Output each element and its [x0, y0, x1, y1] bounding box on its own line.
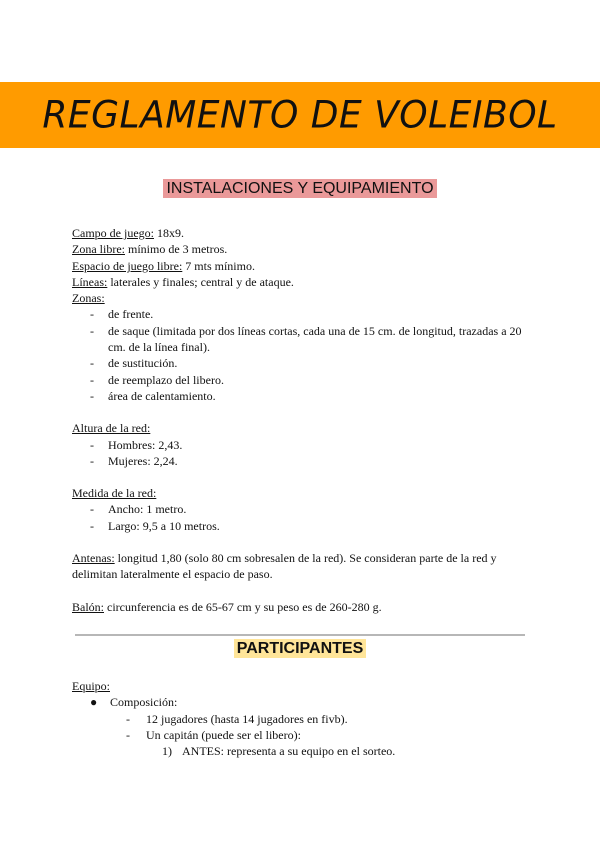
balon-label: Balón: — [72, 599, 104, 614]
list-item: - Largo: 9,5 a 10 metros. — [90, 518, 220, 533]
altura-line — [72, 420, 532, 436]
number-marker: 1) — [162, 744, 172, 759]
antenas-label: Antenas: — [72, 551, 115, 566]
section-participantes — [72, 678, 532, 759]
antenas-paragraph — [72, 550, 532, 583]
list-item: - Un capitán (puede ser el libero): — [126, 727, 301, 742]
list-item: ● Composición: — [90, 695, 178, 710]
bullet-marker: ● — [90, 695, 98, 710]
list-item: - 12 jugadores (hasta 14 jugadores en fivb). — [126, 711, 348, 726]
lineas-label: Líneas: — [72, 274, 108, 289]
zonas-label: Zonas: — [72, 291, 105, 306]
list-item: 1) ANTES: representa a su equipo en el sorteo. — [162, 744, 396, 759]
dash-marker: - — [90, 323, 94, 338]
balon-line — [72, 599, 532, 615]
header-banner — [0, 82, 600, 148]
list-item: - de frente. — [90, 307, 154, 322]
balon-value: circunferencia es de 65-67 cm y su peso es de 260-280 g. — [104, 599, 382, 614]
dash-marker: - — [90, 437, 94, 452]
list-item: - de sustitución. — [90, 356, 178, 371]
equipo-line — [72, 678, 532, 694]
dash-marker: - — [90, 372, 94, 387]
list-item: - de saque (limitada por dos líneas cortas, cada una de 15 cm. de longitud, trazadas a 20 cm. de la línea final). — [90, 323, 522, 355]
dash-marker: - — [90, 307, 94, 322]
zona-libre-value: mínimo de 3 metros. — [124, 242, 228, 257]
dash-marker: - — [90, 453, 94, 468]
espacio-value: 7 mts mínimo. — [182, 258, 255, 273]
medida-label: Medida de la red: — [72, 486, 157, 501]
altura-label: Altura de la red: — [72, 421, 151, 436]
dash-marker: - — [90, 518, 94, 533]
section-instalaciones — [72, 225, 532, 615]
section-title-participantes — [0, 640, 600, 658]
section-divider — [75, 634, 525, 636]
dash-marker: - — [90, 502, 94, 517]
campo-value: 18x9. — [153, 226, 184, 240]
list-item: - de reemplazo del libero. — [90, 372, 224, 387]
section-title-instalaciones — [0, 180, 600, 198]
espacio-line — [72, 258, 532, 274]
list-item: - Hombres: 2,43. — [90, 437, 183, 452]
zonas-line — [72, 290, 532, 306]
zona-libre-label: Zona libre: — [72, 242, 125, 257]
lineas-line — [72, 274, 532, 290]
lineas-value: laterales y finales; central y de ataque. — [107, 274, 294, 289]
section-heading: PARTICIPANTES — [234, 639, 367, 658]
dash-marker: - — [90, 356, 94, 371]
medida-line — [72, 485, 532, 501]
dash-marker: - — [126, 727, 130, 742]
equipo-label: Equipo: — [72, 679, 110, 693]
list-item: - Ancho: 1 metro. — [90, 502, 187, 517]
campo-line — [72, 225, 532, 241]
dash-marker: - — [126, 711, 130, 726]
list-item: - Mujeres: 2,24. — [90, 453, 178, 468]
list-item: - área de calentamiento. — [90, 388, 216, 403]
campo-label: Campo de juego: — [72, 226, 154, 240]
espacio-label: Espacio de juego libre: — [72, 258, 183, 273]
document-title: REGLAMENTO DE VOLEIBOL — [42, 93, 558, 137]
antenas-value: longitud 1,80 (solo 80 cm sobresalen de la red). Se consideran parte de la red y delimitan lateralmente el espacio de paso. — [72, 551, 497, 582]
dash-marker: - — [90, 388, 94, 403]
section-heading: INSTALACIONES Y EQUIPAMIENTO — [163, 179, 436, 198]
zona-libre-line — [72, 241, 532, 257]
